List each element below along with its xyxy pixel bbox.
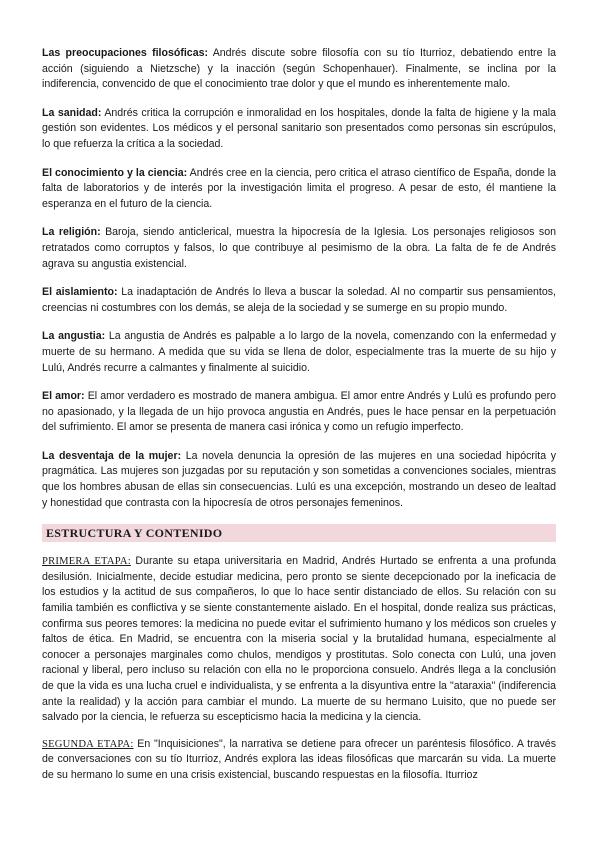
theme-title: El amor: — [42, 390, 85, 403]
theme-title: La angustia: — [42, 330, 106, 343]
document-content — [42, 46, 556, 795]
theme-text: La novela denuncia la opresión de las mujeres en una sociedad hipócrita y pragmática. Las mujeres son juzgadas por su reputación y son sometidas a convenciones sociales, mientras que los hombres abusan de ellas sin consecuencias. Lulú es una excepción, mostrando un deseo de lealtad y honestidad que contrasta con la hipocresía de otros personajes femeninos. — [42, 449, 556, 509]
theme-title: La sanidad: — [42, 106, 102, 119]
theme-text: Andrés critica la corrupción e inmoralidad en los hospitales, donde la falta de higiene y la mala gestión son evidentes. Los médicos y el personal sanitario son presentados como personas sin escrúpulos, lo que refuerza la crítica a la sociedad. — [42, 106, 556, 150]
etapa-label: SEGUNDA ETAPA: — [42, 738, 134, 750]
theme-paragraph-religion — [42, 225, 556, 272]
theme-paragraph-amor — [42, 389, 556, 436]
theme-title: El aislamiento: — [42, 286, 118, 299]
theme-title: La desventaja de la mujer: — [42, 449, 182, 462]
etapa-text: Durante su etapa universitaria en Madrid, Andrés Hurtado se enfrenta a una profunda desilusión. Inicialmente, decide estudiar medicina, pero pronto se siente decepcionado por la ineficacia de los estudios y la actitud de sus compañeros, lo que lo hace sentir distanciado de ellos. Su relación con su familia también es conflictiva y se siente constantemente aislado. En el hospital, donde realiza sus prácticas, confirma sus peores temores: la medicina no puede evitar el sufrimiento humano y los médicos son crueles y faltos de ética. En Madrid, se encuentra con la miseria social y la brutalidad humana, especialmente al conocer a personajes marginales como chulos, mendigos y prostitutas. Solo conecta con Lulú, una joven racional y liberal, pero incluso su relación con ella no le proporciona consuelo. Andrés llega a la conclusión de que la vida es una lucha cruel e individualista, y se enfrenta a la disyuntiva entre la "ataraxia" (indiferencia ante la realidad) y la acción para cambiar el mundo. La muerte de su hermano Luisito, que no puede ser salvado por la ciencia, le refuerza su escepticismo hacia la medicina y la ciencia. — [42, 555, 556, 724]
etapa-text: En "Inquisiciones", la narrativa se detiene para ofrecer un paréntesis filosófico. A través de conversaciones con su tío Iturrioz, Andrés explora las ideas filosóficas que marcarán su vida. La muerte de su hermano lo sume en una crisis existencial, buscando respuestas en la filosofía. Iturrioz — [42, 737, 556, 781]
etapa-paragraph-primera — [42, 554, 556, 726]
theme-text: Andrés cree en la ciencia, pero critica el atraso científico de España, donde la falta de laboratorios y de interés por la investigación limita el progreso. A pesar de esto, él mantiene la esperanza en el futuro de la ciencia. — [42, 166, 557, 210]
theme-paragraph-aislamiento — [42, 285, 556, 316]
theme-paragraph-mujer — [42, 449, 556, 511]
section-header-estructura: ESTRUCTURA Y CONTENIDO — [42, 524, 556, 542]
theme-paragraph-ciencia — [42, 166, 556, 213]
theme-text: La angustia de Andrés es palpable a lo largo de la novela, comenzando con la enfermedad y muerte de su hermano. A medida que su vida se llena de dolor, especialmente tras la muerte de su hijo y Lulú, Andrés recurre a calmantes y finalmente al suicidio. — [42, 330, 556, 374]
theme-title: Las preocupaciones filosóficas: — [42, 47, 209, 59]
theme-paragraph-philosophy — [42, 46, 556, 93]
theme-paragraph-angustia — [42, 329, 556, 376]
theme-text: Baroja, siendo anticlerical, muestra la hipocresía de la Iglesia. Los personajes religiosos son retratados como corruptos y falsos, lo que contribuye al pesimismo de la obra. La falta de fe de Andrés agrava su angustia existencial. — [42, 226, 556, 270]
etapa-label: PRIMERA ETAPA: — [42, 556, 131, 568]
theme-title: La religión: — [42, 226, 101, 239]
theme-text: El amor verdadero es mostrado de manera ambigua. El amor entre Andrés y Lulú es profundo pero no apasionado, y la llegada de un hijo provoca angustia en Andrés, pues le hace pensar en la perpetuación del sufrimiento. El amor se presenta de manera casi irónica y como un refugio imperfecto. — [42, 390, 556, 434]
theme-title: El conocimiento y la ciencia: — [42, 166, 188, 179]
theme-text: La inadaptación de Andrés lo lleva a buscar la soledad. Al no compartir sus pensamientos, creencias ni costumbres con los demás, se aleja de la sociedad y se sumerge en su propio mundo. — [42, 286, 556, 314]
theme-paragraph-sanidad — [42, 106, 556, 153]
etapa-paragraph-segunda — [42, 737, 556, 784]
theme-text: Andrés discute sobre filosofía con su tío Iturrioz, debatiendo entre la acción (siguiendo a Nietzsche) y la inacción (según Schopenhauer). Finalmente, se inclina por la indiferencia, convencido de que el conocimiento trae dolor y que el mundo es inherentemente malo. — [42, 47, 556, 91]
